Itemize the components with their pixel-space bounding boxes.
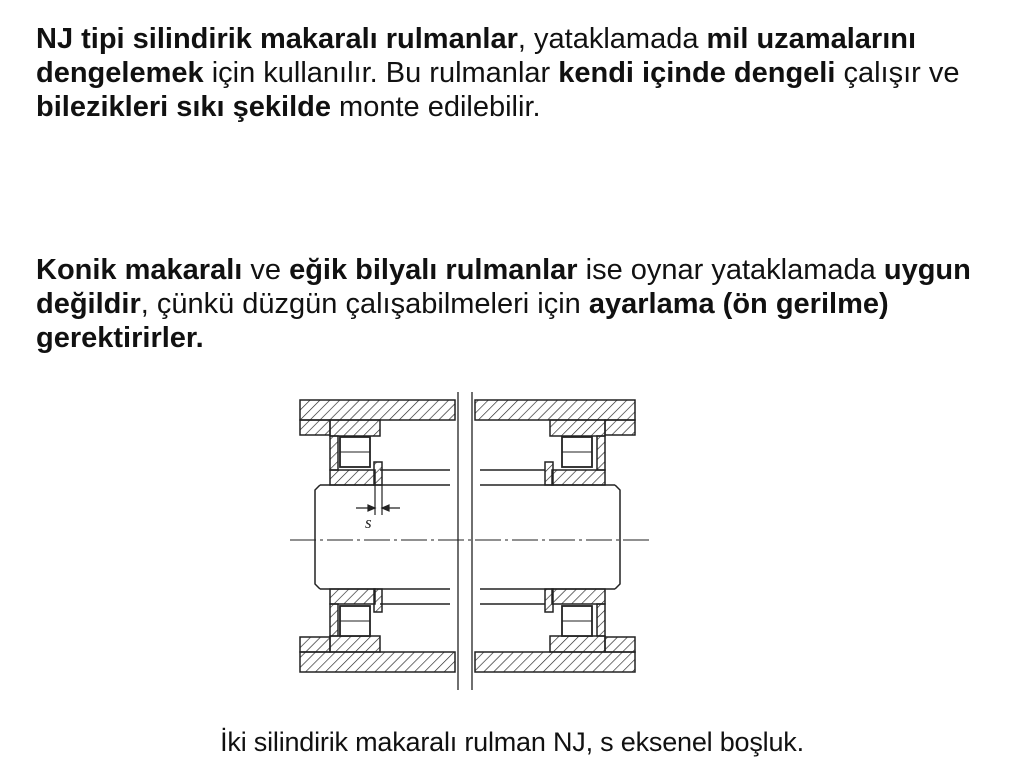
text-run: , çünkü düzgün çalışabilmeleri için [140, 288, 589, 320]
figure-caption: İki silindirik makaralı rulman NJ, s eksenel boşluk. [220, 727, 804, 757]
housing-right [475, 400, 635, 672]
paragraph-tapered-bearings [36, 253, 996, 355]
paragraph-nj-bearings [36, 22, 996, 124]
text-run: ise oynar yataklamada [577, 254, 884, 286]
bold-text-run: eğik bilyalı rulmanlar [289, 254, 578, 286]
bearing-left-bottom [330, 589, 382, 652]
clearance-label: s [365, 513, 372, 532]
bearing-right-bottom [545, 589, 605, 652]
bold-text-run: mil uzamalarını dengelemek [36, 23, 917, 89]
bearing-arrangement-drawing [290, 390, 650, 695]
bold-text-run: ayarlama (ön gerilme) gerektirirler. [36, 288, 889, 354]
housing-left [300, 400, 455, 672]
text-run: çalışır ve [835, 57, 960, 89]
bold-text-run: NJ tipi silindirik makaralı rulmanlar [36, 23, 518, 55]
break-lines [458, 392, 472, 690]
text-run: ve [242, 254, 290, 286]
bold-text-run: uygun değildir [36, 254, 971, 320]
bold-text-run: kendi içinde dengeli [558, 57, 836, 89]
bearing-right-top [545, 420, 605, 485]
text-run: monte edilebilir. [331, 91, 541, 123]
text-run: , yataklamada [517, 23, 707, 55]
bold-text-run: Konik makaralı [36, 254, 243, 286]
text-run: için kullanılır. Bu rulmanlar [203, 57, 559, 89]
bold-text-run: bilezikleri sıkı şekilde [36, 91, 331, 123]
clearance-dimension [356, 485, 400, 515]
shaft [315, 470, 620, 604]
bearing-left-top [330, 420, 382, 485]
